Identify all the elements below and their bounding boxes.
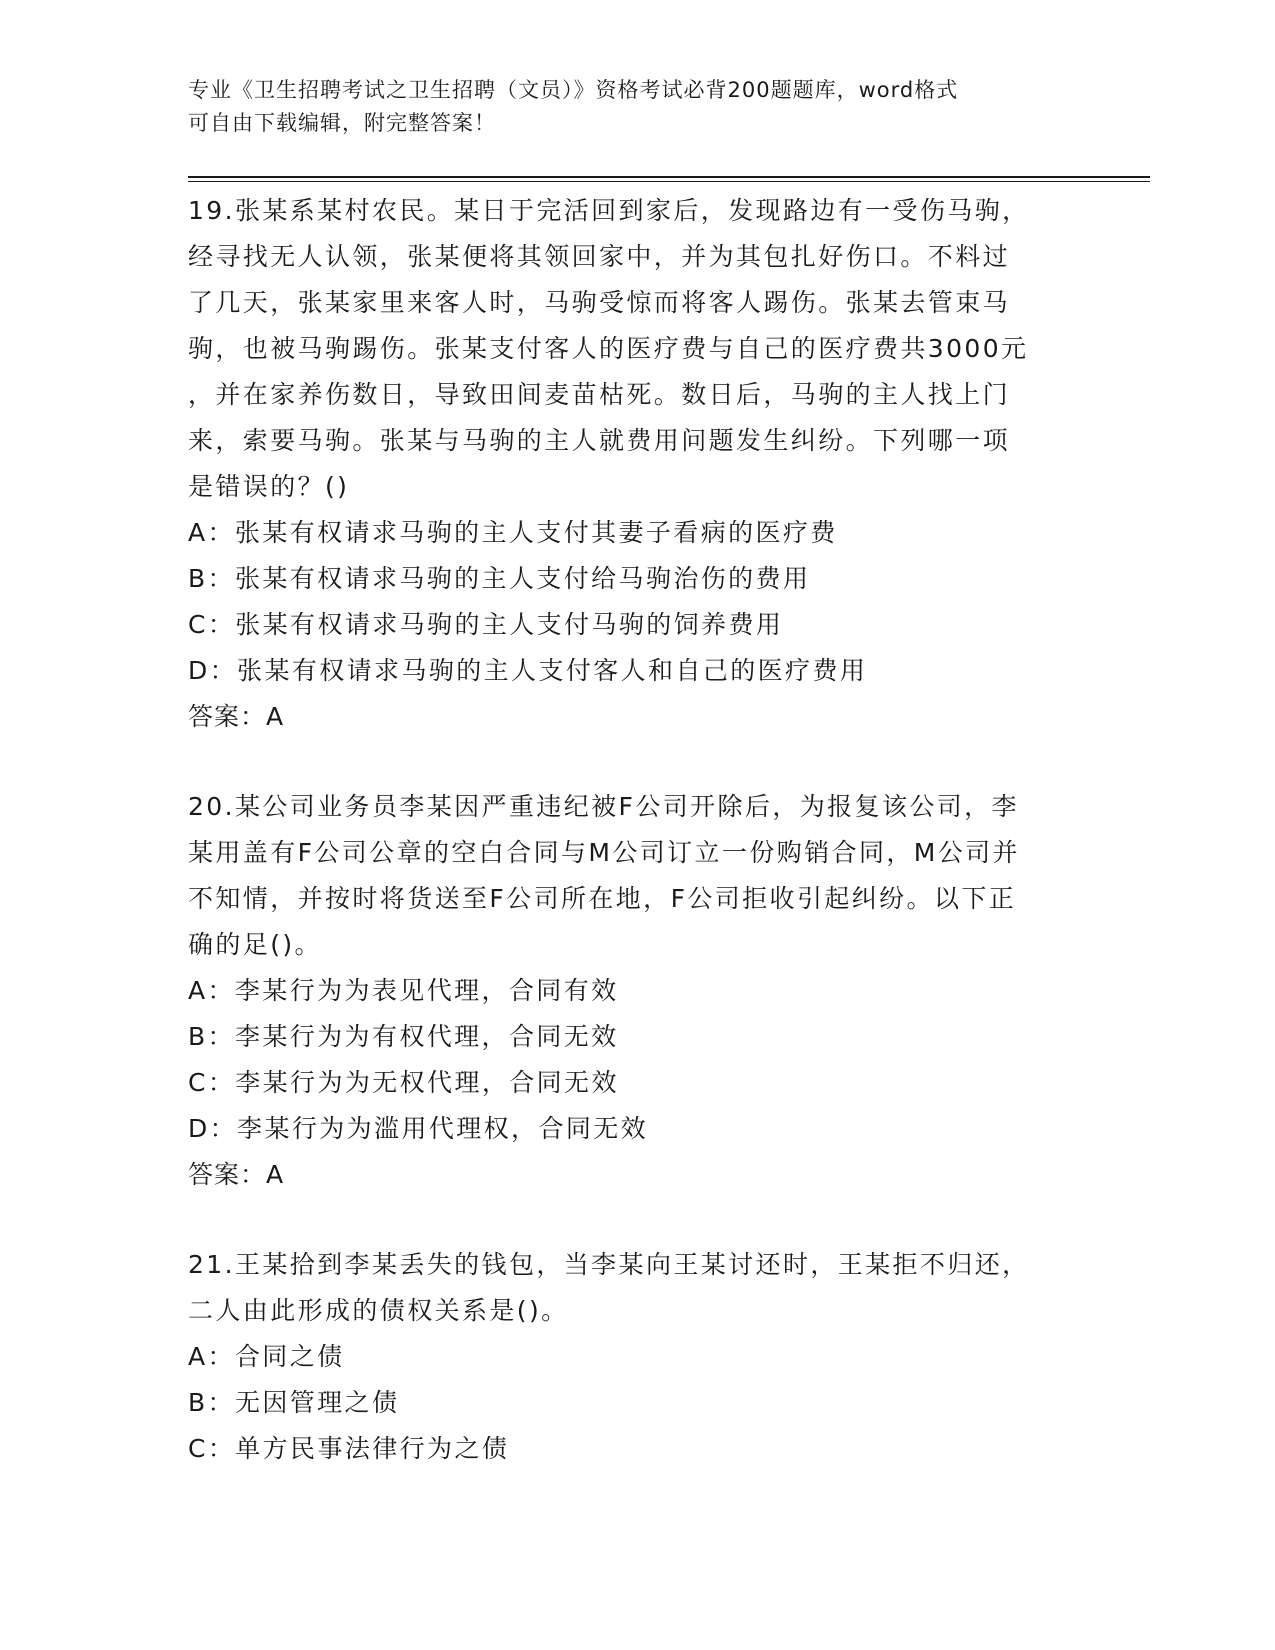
- answer-option: A：李某行为为表见代理，合同有效: [188, 976, 619, 1005]
- question-stem-line: 21.王某拾到李某丢失的钱包，当李某向王某讨还时，王某拒不归还，: [188, 1250, 1030, 1279]
- question-stem-line: 不知情，并按时将货送至F公司所在地，F公司拒收引起纠纷。以下正: [188, 884, 1017, 913]
- header-divider-thick: [188, 176, 1150, 178]
- header-line-2: 可自由下载编辑，附完整答案！: [188, 111, 496, 135]
- answer-option: A：张某有权请求马驹的主人支付其妻子看病的医疗费: [188, 518, 838, 547]
- answer-option: C：单方民事法律行为之债: [188, 1434, 510, 1463]
- answer-option: D：张某有权请求马驹的主人支付客人和自己的医疗费用: [188, 656, 868, 685]
- question-stem-line: 来，索要马驹。张某与马驹的主人就费用问题发生纠纷。下列哪一项: [188, 426, 1011, 455]
- question-stem-line: 确的足()。: [188, 930, 322, 959]
- question-stem-line: 某用盖有F公司公章的空白合同与M公司订立一份购销合同，M公司并: [188, 838, 1020, 867]
- question-stem-line: 了几天，张某家里来客人时，马驹受惊而将客人踢伤。张某去管束马: [188, 288, 1011, 317]
- question-stem-line: 经寻找无人认领，张某便将其领回家中，并为其包扎好伤口。不料过: [188, 242, 1011, 271]
- page-header: [188, 74, 1088, 140]
- answer-option: D：李某行为为滥用代理权，合同无效: [188, 1114, 649, 1143]
- answer-key: 答案：A: [188, 702, 285, 731]
- answer-key: 答案：A: [188, 1160, 285, 1189]
- question-stem-line: 二人由此形成的债权关系是()。: [188, 1296, 569, 1325]
- answer-option: B：张某有权请求马驹的主人支付给马驹治伤的费用: [188, 564, 811, 593]
- answer-option: C：张某有权请求马驹的主人支付马驹的饲养费用: [188, 610, 784, 639]
- header-divider-thin: [188, 181, 1150, 182]
- answer-option: B：李某行为为有权代理，合同无效: [188, 1022, 619, 1051]
- answer-option: C：李某行为为无权代理，合同无效: [188, 1068, 619, 1097]
- answer-option: B：无因管理之债: [188, 1388, 400, 1417]
- answer-option: A：合同之债: [188, 1342, 345, 1371]
- question-3: [188, 1242, 1078, 1472]
- question-spacer: [188, 1198, 1078, 1242]
- question-spacer: [188, 740, 1078, 784]
- question-2: [188, 784, 1078, 1198]
- question-stem-line: 20.某公司业务员李某因严重违纪被F公司开除后，为报复该公司，李: [188, 792, 1019, 821]
- header-line-1: 专业《卫生招聘考试之卫生招聘（文员）》资格考试必背200题题库，word格式: [188, 78, 959, 102]
- question-stem-line: 19.张某系某村农民。某日于完活回到家后，发现路边有一受伤马驹，: [188, 196, 1030, 225]
- question-stem-line: 驹，也被马驹踢伤。张某支付客人的医疗费与自己的医疗费共3000元: [188, 334, 1029, 363]
- question-stem-line: 是错误的？(): [188, 472, 350, 501]
- question-list: [188, 188, 1078, 1472]
- question-1: [188, 188, 1078, 740]
- question-stem-line: ，并在家养伤数日，导致田间麦苗枯死。数日后，马驹的主人找上门: [188, 380, 1011, 409]
